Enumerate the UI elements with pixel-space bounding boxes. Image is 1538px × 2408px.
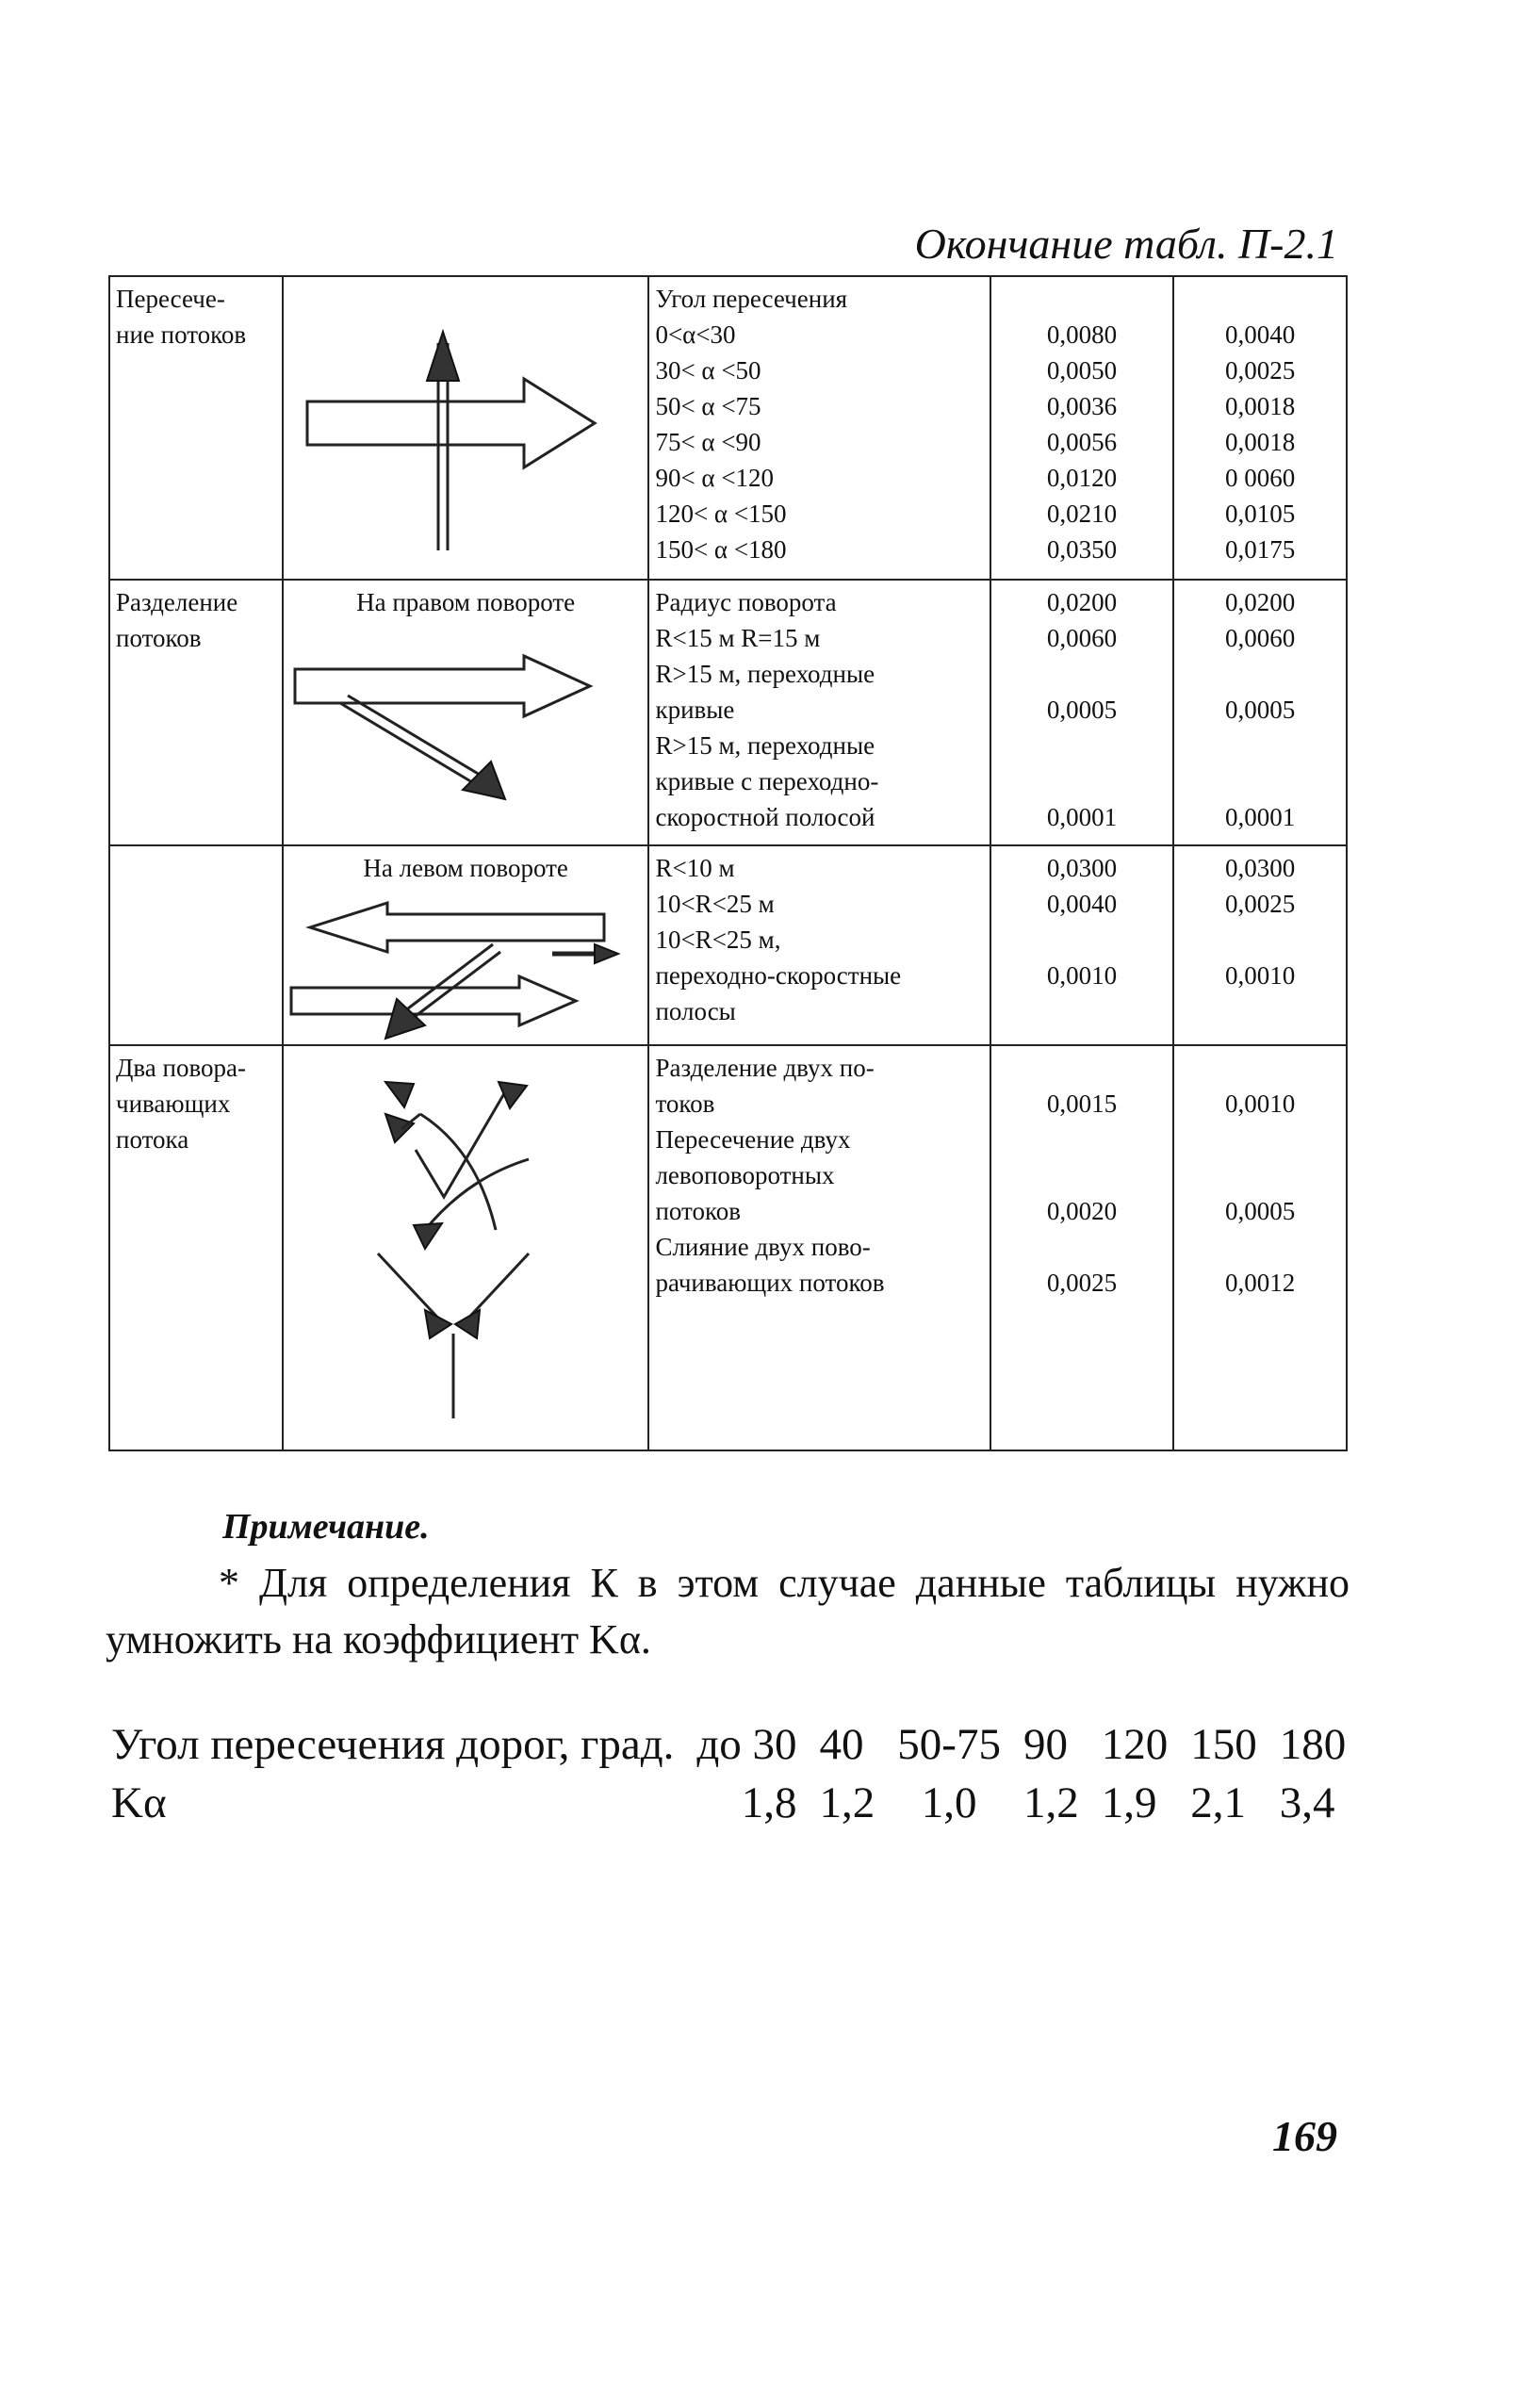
value	[1180, 1157, 1340, 1193]
condition-line: 120< α <150	[655, 500, 787, 528]
category-line: Разделение	[116, 588, 238, 616]
condition-line: Слияние двух пово-	[655, 1233, 871, 1261]
ka-value: 1,9	[1101, 1778, 1157, 1827]
value: 0,0040	[1046, 890, 1118, 918]
value: 0,0300	[1224, 854, 1296, 882]
value: 0,0080	[1046, 320, 1118, 349]
category-cell	[109, 1045, 283, 1450]
crossing-arrows-icon	[284, 277, 632, 577]
category-cell	[109, 276, 283, 580]
condition-line: 75< α <90	[655, 428, 761, 456]
condition-line: R<15 м R=15 м	[655, 624, 821, 652]
value: 0,0005	[1224, 696, 1296, 724]
value	[997, 1050, 1167, 1086]
value	[1180, 281, 1340, 317]
condition-line: кривые с переходно-	[655, 767, 879, 795]
note-title: Примечание.	[222, 1507, 430, 1547]
table-row	[109, 1045, 1347, 1450]
ka-value: 2,1	[1190, 1778, 1246, 1827]
ka-value: 3,4	[1279, 1778, 1335, 1827]
page-number: 169	[1272, 2112, 1337, 2160]
ka-angle-value: 40	[819, 1720, 864, 1769]
conditions-cell	[648, 276, 990, 580]
value: 0,0018	[1224, 428, 1296, 456]
value	[1180, 763, 1340, 799]
condition-line: 10<R<25 м,	[655, 926, 781, 954]
value	[997, 656, 1167, 692]
value	[1180, 1229, 1340, 1265]
ka-angle-value: 150	[1190, 1720, 1257, 1769]
value: 0,0040	[1224, 320, 1296, 349]
value: 0,0036	[1046, 392, 1118, 420]
category-line: потока	[116, 1125, 189, 1154]
condition-line: токов	[655, 1089, 715, 1118]
value: 0,0010	[1224, 961, 1296, 990]
category-line: Два повора-	[116, 1054, 247, 1082]
ka-coefficient-table	[111, 1715, 1357, 1832]
condition-line: R>15 м, переходные	[655, 731, 875, 760]
ka-row-label: Kα	[111, 1778, 167, 1827]
value-cell	[990, 580, 1173, 845]
ka-angle-value: до 30	[696, 1720, 797, 1769]
left-diverge-arrows-icon	[284, 886, 632, 1041]
value	[1180, 1122, 1340, 1157]
conditions-cell	[648, 580, 990, 845]
value-cell	[990, 1045, 1173, 1450]
table-row	[109, 845, 1347, 1045]
value-cell	[990, 845, 1173, 1045]
value	[1180, 993, 1340, 1029]
condition-line: скоростной полосой	[655, 803, 875, 831]
crossing-diagram-cell	[283, 276, 649, 580]
value: 0,0001	[1046, 803, 1118, 831]
category-line: потоков	[116, 624, 202, 652]
value: 0,0005	[1224, 1197, 1296, 1225]
condition-line: Разделение двух по-	[655, 1054, 875, 1082]
value: 0,0010	[1046, 961, 1118, 990]
value: 0,0350	[1046, 535, 1118, 564]
condition-line: 90< α <120	[655, 464, 775, 492]
value: 0,0050	[1046, 356, 1118, 385]
value-cell	[1173, 845, 1347, 1045]
value	[997, 1122, 1167, 1157]
value: 0,0056	[1046, 428, 1118, 456]
value	[997, 1157, 1167, 1193]
condition-line: 150< α <180	[655, 535, 787, 564]
condition-line: Пересечение двух	[655, 1125, 851, 1154]
condition-line: Радиус поворота	[655, 588, 837, 616]
condition-line: потоков	[655, 1197, 741, 1225]
value: 0,0005	[1046, 696, 1118, 724]
ka-row-label: Угол пересечения дорог, град.	[111, 1720, 675, 1769]
ka-value-row	[111, 1774, 1357, 1832]
value	[1180, 1050, 1340, 1086]
value: 0,0025	[1046, 1269, 1118, 1297]
condition-line: Угол пересечения	[655, 285, 848, 313]
coefficients-table	[108, 275, 1348, 1451]
value: 0 0060	[1224, 464, 1296, 492]
value-cell	[1173, 580, 1347, 845]
value	[1180, 656, 1340, 692]
value	[997, 281, 1167, 317]
value	[997, 763, 1167, 799]
category-line: чивающих	[116, 1089, 231, 1118]
value: 0,0010	[1224, 1089, 1296, 1118]
value	[997, 728, 1167, 763]
ka-angle-value: 120	[1101, 1720, 1169, 1769]
condition-line: 0<α<30	[655, 320, 736, 349]
value: 0,0025	[1224, 356, 1296, 385]
diagram-label: На правом повороте	[356, 588, 576, 616]
ka-angle-value: 180	[1279, 1720, 1347, 1769]
value: 0,0200	[1224, 588, 1296, 616]
turning-flows-diagram-cell	[283, 1045, 649, 1450]
condition-line: полосы	[655, 997, 736, 1025]
condition-line: R<10 м	[655, 854, 735, 882]
diagram-label: На левом повороте	[363, 854, 568, 882]
value: 0,0012	[1224, 1269, 1296, 1297]
condition-line: переходно-скоростные	[655, 961, 902, 990]
value: 0,0025	[1224, 890, 1296, 918]
left-turn-diagram-cell	[283, 845, 649, 1045]
table-row	[109, 276, 1347, 580]
category-cell	[109, 580, 283, 845]
condition-line: 10<R<25 м	[655, 890, 775, 918]
value	[1180, 922, 1340, 958]
condition-line: 30< α <50	[655, 356, 761, 385]
condition-line: рачивающих потоков	[655, 1269, 885, 1297]
ka-value: 1,8	[741, 1778, 797, 1827]
ka-angle-value: 50-75	[897, 1720, 1001, 1769]
value-cell	[1173, 1045, 1347, 1450]
value	[997, 922, 1167, 958]
conditions-cell	[648, 1045, 990, 1450]
value-cell	[990, 276, 1173, 580]
condition-line: кривые	[655, 696, 735, 724]
value: 0,0210	[1046, 500, 1118, 528]
right-diverge-arrows-icon	[284, 620, 632, 837]
value: 0,0060	[1224, 624, 1296, 652]
turning-flows-arrows-icon	[284, 1046, 632, 1447]
right-turn-diagram-cell	[283, 580, 649, 845]
ka-angle-row	[111, 1715, 1357, 1774]
condition-line: 50< α <75	[655, 392, 761, 420]
value	[997, 1229, 1167, 1265]
condition-line: R>15 м, переходные	[655, 660, 875, 688]
value	[1180, 728, 1340, 763]
value: 0,0018	[1224, 392, 1296, 420]
table-caption: Окончание табл. П-2.1	[914, 220, 1338, 268]
category-line: Пересече-	[116, 285, 225, 313]
condition-line: левоповоротных	[655, 1161, 835, 1189]
table-row	[109, 580, 1347, 845]
value: 0,0060	[1046, 624, 1118, 652]
ka-angle-value: 90	[1023, 1720, 1068, 1769]
value: 0,0020	[1046, 1197, 1118, 1225]
value: 0,0200	[1046, 588, 1118, 616]
conditions-cell	[648, 845, 990, 1045]
note-text: * Для определения К в этом случае данные таблицы нужно умножить на коэффициент Kα.	[106, 1560, 1350, 1663]
value-cell	[1173, 276, 1347, 580]
value: 0,0015	[1046, 1089, 1118, 1118]
category-line: ние потоков	[116, 320, 247, 349]
value	[997, 993, 1167, 1029]
value: 0,0120	[1046, 464, 1118, 492]
ka-value: 1,2	[1023, 1778, 1079, 1827]
ka-value: 1,0	[921, 1778, 977, 1827]
value: 0,0001	[1224, 803, 1296, 831]
value: 0,0175	[1224, 535, 1296, 564]
value: 0,0105	[1224, 500, 1296, 528]
category-cell	[109, 845, 283, 1045]
ka-value: 1,2	[819, 1778, 875, 1827]
value: 0,0300	[1046, 854, 1118, 882]
